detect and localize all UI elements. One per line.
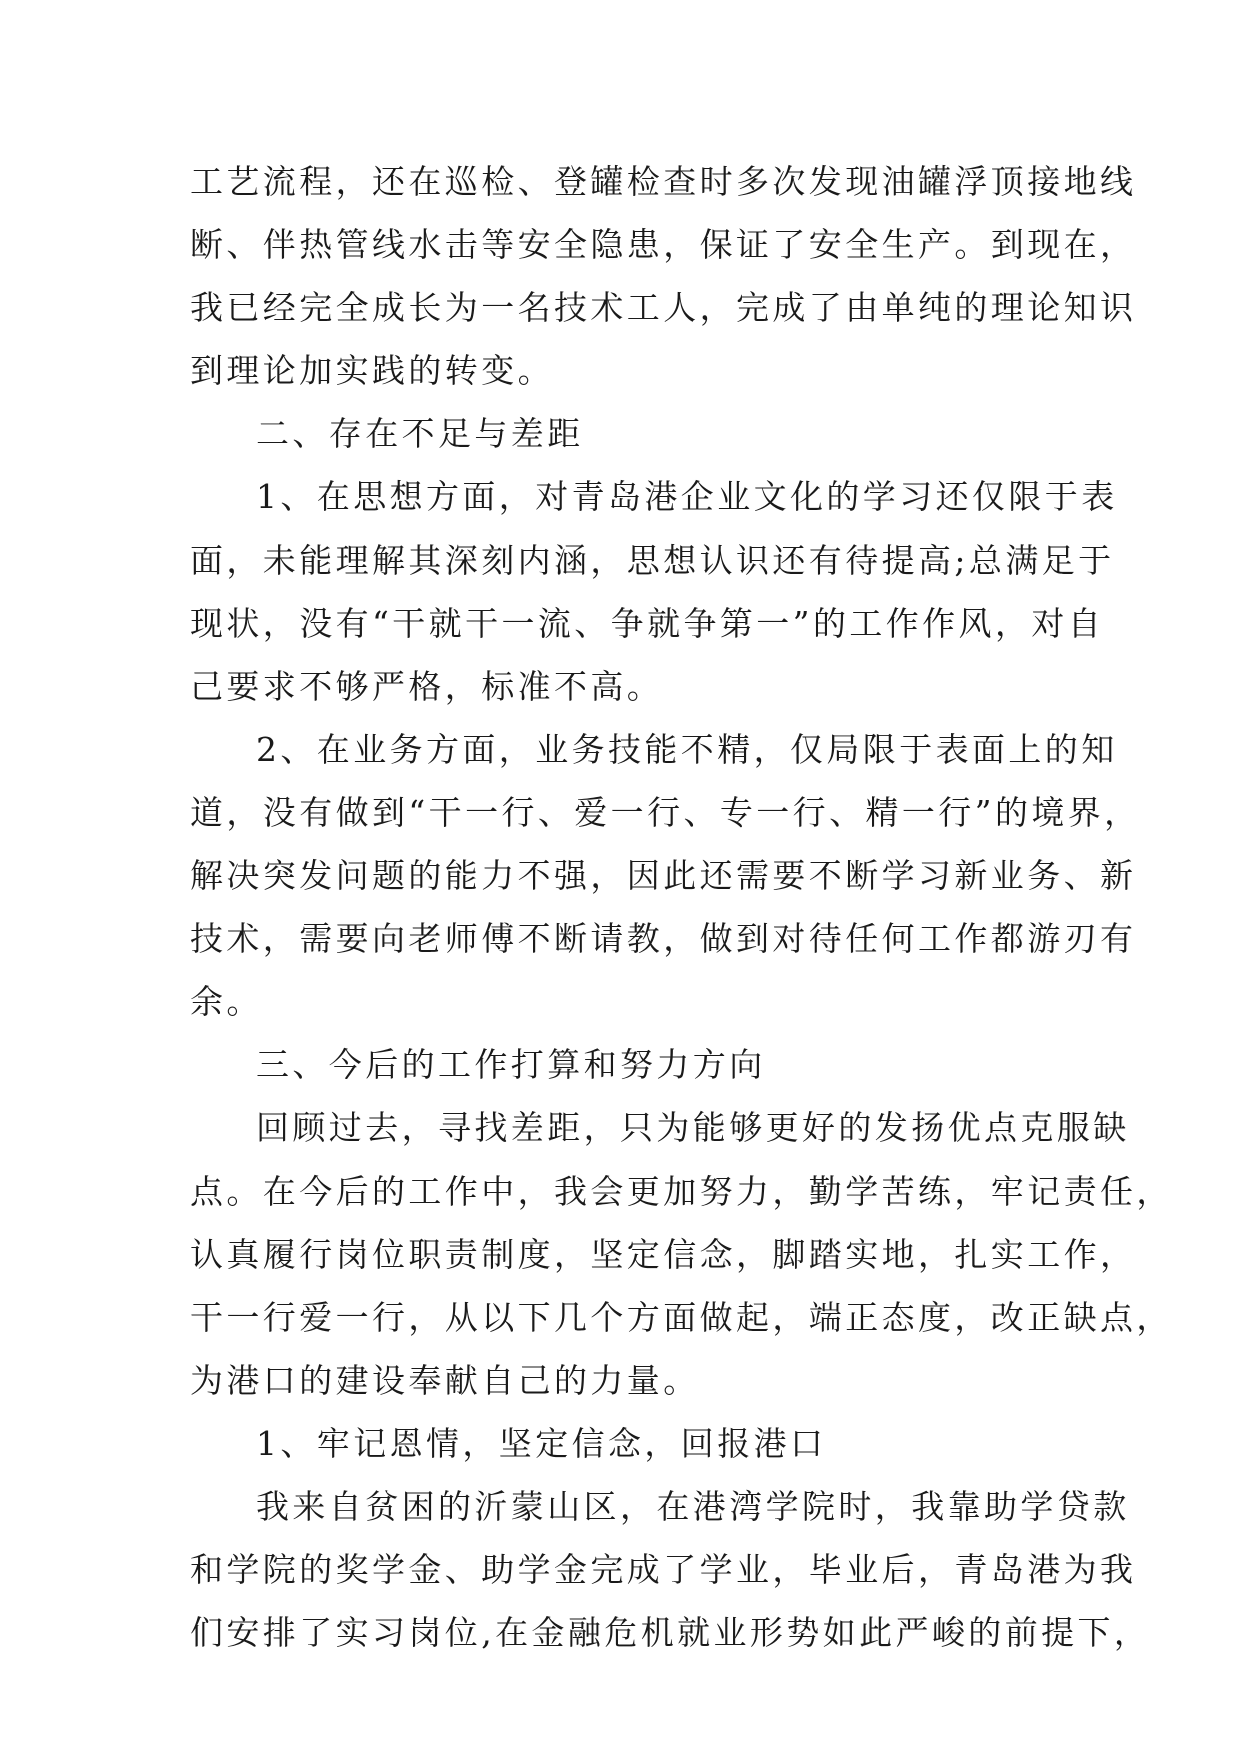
text-line: 技术，需要向老师傅不断请教，做到对待任何工作都游刃有 xyxy=(190,919,1137,959)
text-line: 我来自贫困的沂蒙山区，在港湾学院时，我靠助学贷款 xyxy=(256,1486,1130,1526)
text-line: 面，未能理解其深刻内涵，思想认识还有待提高;总满足于 xyxy=(190,540,1115,580)
text-line: 为港口的建设奉献自己的力量。 xyxy=(190,1360,700,1400)
text-line: 己要求不够严格，标准不高。 xyxy=(190,666,664,706)
text-line: 我已经完全成长为一名技术工人，完成了由单纯的理论知识 xyxy=(190,288,1137,328)
text-line: 和学院的奖学金、助学金完成了学业，毕业后，青岛港为我 xyxy=(190,1550,1137,1590)
text-line: 1、在思想方面，对青岛港企业文化的学习还仅限于表 xyxy=(256,477,1118,517)
text-line: 回顾过去，寻找差距，只为能够更好的发扬优点克服缺 xyxy=(256,1108,1130,1148)
text-line: 们安排了实习岗位,在金融危机就业形势如此严峻的前提下， xyxy=(190,1613,1151,1653)
text-line: 认真履行岗位职责制度，坚定信念，脚踏实地，扎实工作， xyxy=(190,1234,1137,1274)
text-line: 工艺流程，还在巡检、登罐检查时多次发现油罐浮顶接地线 xyxy=(190,162,1137,201)
text-line: 干一行爱一行，从以下几个方面做起，端正态度，改正缺点， xyxy=(190,1297,1173,1337)
text-line: 2、在业务方面，业务技能不精，仅局限于表面上的知 xyxy=(256,729,1118,769)
text-line: 断、伴热管线水击等安全隐患，保证了安全生产。到现在， xyxy=(190,225,1137,265)
text-line: 余。 xyxy=(190,982,263,1022)
section-heading: 二、存在不足与差距 xyxy=(256,414,584,454)
document-body xyxy=(190,150,1173,1664)
text-line: 解决突发问题的能力不强，因此还需要不断学习新业务、新 xyxy=(190,856,1137,896)
section-heading: 三、今后的工作打算和努力方向 xyxy=(256,1045,766,1085)
text-line: 到理论加实践的转变。 xyxy=(190,351,554,391)
text-line: 现状，没有“干就干一流、争就争第一”的工作作风，对自 xyxy=(190,603,1105,643)
subsection-heading: 1、牢记恩情，坚定信念，回报港口 xyxy=(256,1423,827,1463)
text-line: 点。在今后的工作中，我会更加努力，勤学苦练，牢记责任， xyxy=(190,1171,1173,1211)
text-line: 道，没有做到“干一行、爱一行、专一行、精一行”的境界， xyxy=(190,792,1141,832)
